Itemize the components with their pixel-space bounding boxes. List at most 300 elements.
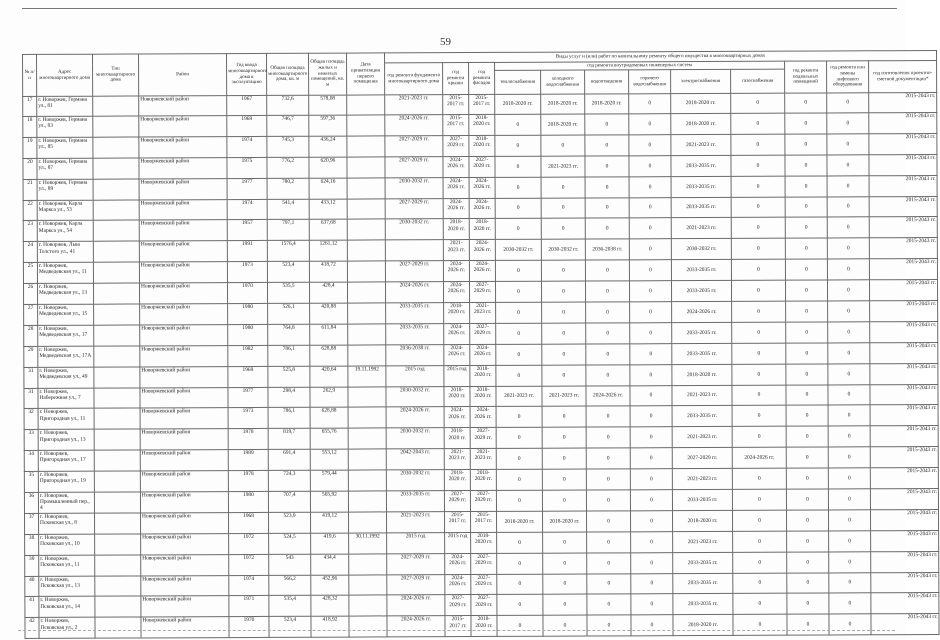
year-built-cell: 1977 xyxy=(228,387,268,408)
cold-water-cell: 0 xyxy=(542,490,586,511)
row-number: 39 xyxy=(25,555,39,576)
cold-water-cell: 0 xyxy=(541,177,585,198)
header-roof: год ремонта крыши xyxy=(443,63,469,95)
roof-cell: 2015-2017 гг. xyxy=(443,115,469,136)
roof-cell: 2015 год xyxy=(444,365,470,386)
estimate-cell: 2015-2043 гг. xyxy=(869,196,937,217)
facade-cell: 2021-2023 гг. xyxy=(470,302,496,323)
gas-cell: 0 xyxy=(731,280,785,301)
total-area-cell: 523,4 xyxy=(267,261,309,282)
living-area-cell: 1261,12 xyxy=(309,240,347,261)
header-num: № п/п xyxy=(23,54,37,96)
district-cell: Новоржевский район xyxy=(139,157,227,178)
privatization-cell xyxy=(348,407,386,428)
gas-cell: 0 xyxy=(732,427,786,448)
gas-cell: 0 xyxy=(732,301,786,322)
row-number: 32 xyxy=(24,409,38,430)
foundation-cell: 2021-2023 гг. xyxy=(385,95,443,115)
header-works-title: Виды услуг и (или) работ по капитальному ремонту общего имущества в многоквартирных домах xyxy=(384,51,936,63)
facade-cell: 2027-2029 гг. xyxy=(470,323,496,344)
electric-cell: 2021-2023 гг. xyxy=(673,531,733,552)
district-cell: Новоржевский район xyxy=(140,492,228,513)
header-total-area: Общая площадь многоквартирного дома, кв. м xyxy=(266,53,308,95)
estimate-cell: 2015-2043 гг. xyxy=(870,363,938,384)
elevator-cell: 0 xyxy=(827,196,869,217)
year-built-cell: 1974 xyxy=(227,199,267,220)
district-cell: Новоржевский район xyxy=(140,471,228,492)
gas-cell: 0 xyxy=(732,364,786,385)
heat-cell: 2021-2023 гг. xyxy=(496,386,542,407)
gas-cell: 0 xyxy=(732,468,786,489)
elevator-cell: 0 xyxy=(827,217,869,238)
drain-cell: 0 xyxy=(586,365,630,386)
cold-water-cell: 0 xyxy=(543,553,587,574)
facade-cell: 2018-2020 гг. xyxy=(469,114,495,135)
electric-cell: 2033-2035 гг. xyxy=(673,573,733,594)
living-area-cell: 611,84 xyxy=(310,324,348,345)
row-number: 28 xyxy=(24,325,38,346)
drain-cell: 0 xyxy=(585,114,629,135)
electric-cell: 2033-2035 гг. xyxy=(672,489,732,510)
year-built-cell: 1982 xyxy=(228,345,268,366)
privatization-cell xyxy=(348,470,386,491)
roof-cell: 2024-2026 гг. xyxy=(444,323,470,344)
row-number: 20 xyxy=(23,158,37,179)
privatization-cell xyxy=(348,449,386,470)
facade-cell: 2027-2029 гг. xyxy=(471,553,497,574)
roof-cell: 2024-2026 гг. xyxy=(443,282,469,303)
address-cell: г. Новоржев, Псковская ул., 11 xyxy=(39,555,95,576)
year-built-cell: 1989 xyxy=(228,450,268,471)
roof-cell: 2024-2026 гг. xyxy=(444,344,470,365)
living-area-cell: 553,12 xyxy=(310,449,348,470)
electric-cell: 2018-2020 гг. xyxy=(672,510,732,531)
year-built-cell: 1980 xyxy=(228,324,268,345)
row-number: 42 xyxy=(25,618,39,639)
year-built-cell: 1978 xyxy=(228,471,268,492)
row-number: 27 xyxy=(24,304,38,325)
address-cell: г. Новоржев, Набережная ул., 7 xyxy=(38,388,94,409)
district-cell: Новоржевский район xyxy=(139,178,227,199)
heat-cell: 0 xyxy=(495,177,541,198)
total-area-cell: 786,1 xyxy=(268,408,310,429)
foundation-cell: 2027-2029 гг. xyxy=(387,574,445,595)
hot-water-cell: 0 xyxy=(630,385,672,406)
type-cell xyxy=(94,304,140,325)
gas-cell: 0 xyxy=(733,594,787,615)
year-built-cell: 1973 xyxy=(227,262,267,283)
drain-cell: 0 xyxy=(587,573,631,594)
roof-cell: 2015-2017 гг. xyxy=(443,95,469,115)
facade-cell: 2018-2020 гг. xyxy=(470,470,496,491)
hot-water-cell: 0 xyxy=(629,176,671,197)
living-area-cell: 620,96 xyxy=(309,157,347,178)
hot-water-cell: 0 xyxy=(630,511,672,532)
cold-water-cell: 0 xyxy=(543,574,587,595)
total-area-cell: 298,4 xyxy=(268,387,310,408)
roof-cell: 2018-2020 гг. xyxy=(444,428,470,449)
type-cell xyxy=(93,137,139,158)
privatization-cell xyxy=(348,491,386,512)
total-area-cell: 535,4 xyxy=(269,596,311,617)
facade-cell: 2021-2023 гг. xyxy=(470,449,496,470)
hot-water-cell: 0 xyxy=(629,260,671,281)
facade-cell: 2024-2026 гг. xyxy=(469,240,495,261)
foundation-cell: 2024-2026 гг. xyxy=(387,616,445,637)
type-cell xyxy=(93,96,139,116)
facade-cell: 2018-2020 гг. xyxy=(470,386,496,407)
gas-cell: 0 xyxy=(732,406,786,427)
district-cell: Новоржевский район xyxy=(141,575,229,596)
district-cell: Новоржевский район xyxy=(139,136,227,157)
estimate-cell: 2015-2043 гг. xyxy=(870,321,938,342)
district-cell: Новоржевский район xyxy=(140,283,228,304)
cold-water-cell: 0 xyxy=(542,365,586,386)
basement-cell: 0 xyxy=(787,614,829,635)
elevator-cell: 0 xyxy=(827,113,869,134)
gas-cell: 0 xyxy=(731,155,785,176)
row-number: 19 xyxy=(23,137,37,158)
total-area-cell: 745,3 xyxy=(267,136,309,157)
gas-cell: 0 xyxy=(731,259,785,280)
basement-cell: 0 xyxy=(785,134,827,155)
foundation-cell: 2042-2043 гг. xyxy=(386,449,444,470)
cold-water-cell: 2018-2020 гг. xyxy=(542,511,586,532)
privatization-cell: 19.11.1992 xyxy=(348,366,386,387)
district-cell: Новоржевский район xyxy=(140,429,228,450)
cold-water-cell: 0 xyxy=(541,135,585,156)
total-area-cell: 526,1 xyxy=(268,303,310,324)
address-cell: г. Новоржев, Медведевская ул., 49 xyxy=(38,367,94,388)
year-built-cell: 1972 xyxy=(229,554,269,575)
total-area-cell: 732,6 xyxy=(267,95,309,115)
living-area-cell: 628,88 xyxy=(310,345,348,366)
living-area-cell: 628,88 xyxy=(310,408,348,429)
basement-cell: 0 xyxy=(786,447,828,468)
elevator-cell: 0 xyxy=(827,280,869,301)
electric-cell: 2033-2035 гг. xyxy=(673,594,733,615)
row-number: 21 xyxy=(23,179,37,200)
basement-cell: 0 xyxy=(787,573,829,594)
foundation-cell: 2033-2035 гг. xyxy=(386,491,444,512)
foundation-cell: 2024-2026 гг. xyxy=(385,115,443,136)
total-area-cell: 523,9 xyxy=(269,512,311,533)
electric-cell: 2021-2023 гг. xyxy=(672,469,732,490)
basement-cell: 0 xyxy=(785,259,827,280)
row-number: 31 xyxy=(24,388,38,409)
address-cell: г. Новоржев, Псковская ул., 14 xyxy=(39,597,95,618)
heat-cell: 0 xyxy=(495,135,541,156)
basement-cell: 0 xyxy=(785,155,827,176)
electric-cell: 2033-2035 гг. xyxy=(671,260,731,281)
address-cell: г. Новоржев, Пригородная ул., 13 xyxy=(38,430,94,451)
estimate-cell: 2015-2043 гг. xyxy=(871,593,939,614)
hot-water-cell: 0 xyxy=(631,552,673,573)
privatization-cell xyxy=(347,95,385,115)
estimate-cell: 2015-2043 гг. xyxy=(870,489,938,510)
estimate-cell: 2015-2043 гг. xyxy=(871,572,939,593)
elevator-cell: 0 xyxy=(828,384,870,405)
heat-cell: 0 xyxy=(497,553,543,574)
privatization-cell xyxy=(347,219,385,240)
hot-water-cell: 0 xyxy=(630,490,672,511)
roof-cell: 2024-2026 гг. xyxy=(443,156,469,177)
drain-cell: 0 xyxy=(585,260,629,281)
gas-cell: 0 xyxy=(731,218,785,239)
drain-cell: 0 xyxy=(586,427,630,448)
privatization-cell xyxy=(348,428,386,449)
living-area-cell: 428,32 xyxy=(311,596,349,617)
cold-water-cell: 2018-2020 гг. xyxy=(541,114,585,135)
living-area-cell: 433,12 xyxy=(309,199,347,220)
basement-cell: 0 xyxy=(786,510,828,531)
estimate-cell: 2015-2043 гг. xyxy=(869,175,937,196)
basement-cell: 0 xyxy=(787,552,829,573)
bottom-scan-rule xyxy=(18,630,895,631)
type-cell xyxy=(95,596,141,617)
hot-water-cell: 0 xyxy=(629,94,671,114)
drain-cell: 0 xyxy=(586,469,630,490)
electric-cell: 2024-2026 гг. xyxy=(672,301,732,322)
basement-cell: 0 xyxy=(786,426,828,447)
gas-cell: 0 xyxy=(731,93,785,113)
gas-cell: 0 xyxy=(733,615,787,636)
gas-cell: 2024-2026 гг. xyxy=(732,447,786,468)
foundation-cell: 2030-2032 гг. xyxy=(386,428,444,449)
row-number: 41 xyxy=(25,597,39,618)
elevator-cell: 0 xyxy=(827,259,869,280)
living-area-cell: 637,68 xyxy=(309,220,347,241)
type-cell xyxy=(94,388,140,409)
cold-water-cell: 0 xyxy=(543,532,587,553)
row-number: 35 xyxy=(24,472,38,493)
total-area-cell: 691,4 xyxy=(268,449,310,470)
row-number: 38 xyxy=(25,534,39,555)
roof-cell: 2018-2020 гг. xyxy=(443,219,469,240)
estimate-cell: 2015-2043 гг. xyxy=(869,217,937,238)
district-cell: Новоржевский район xyxy=(140,408,228,429)
gas-cell: 0 xyxy=(732,510,786,531)
drain-cell: 0 xyxy=(585,218,629,239)
hot-water-cell: 0 xyxy=(631,594,673,615)
electric-cell: 2018-2020 гг. xyxy=(671,113,731,134)
district-cell: Новоржевский район xyxy=(140,366,228,387)
heat-cell: 0 xyxy=(496,448,542,469)
roof-cell: 2021-2023 гг. xyxy=(444,449,470,470)
living-area-cell: 579,44 xyxy=(310,470,348,491)
foundation-cell: 2027-2029 гг. xyxy=(385,156,443,177)
address-cell: г. Новоржев, Псковская ул., 2 xyxy=(39,618,95,639)
address-cell: г. Новоржев, Медведевская ул., 13 xyxy=(38,283,94,304)
estimate-cell: 2015-2043 гг. xyxy=(870,405,938,426)
address-cell: г. Новоржев, Германа ул., 81 xyxy=(37,96,93,116)
basement-cell: 0 xyxy=(785,93,827,113)
drain-cell: 0 xyxy=(586,490,630,511)
elevator-cell: 0 xyxy=(829,593,871,614)
gas-cell: 0 xyxy=(732,322,786,343)
living-area-cell: 655,76 xyxy=(310,428,348,449)
year-built-cell: 1970 xyxy=(229,617,269,638)
basement-cell: 0 xyxy=(786,364,828,385)
basement-cell: 0 xyxy=(786,468,828,489)
year-built-cell: 1980 xyxy=(228,303,268,324)
living-area-cell: 452,96 xyxy=(311,575,349,596)
facade-cell: 2024-2026 гг. xyxy=(469,261,495,282)
row-number: 31 xyxy=(24,367,38,388)
living-area-cell: 418,92 xyxy=(311,616,349,637)
electric-cell: 2033-2035 гг. xyxy=(672,343,732,364)
total-area-cell: 786,1 xyxy=(268,345,310,366)
header-privatization: Дата приватизации первого помещения xyxy=(346,53,384,95)
heat-cell: 0 xyxy=(495,219,541,240)
gas-cell: 0 xyxy=(733,573,787,594)
privatization-cell xyxy=(349,616,387,637)
total-area-cell: 746,7 xyxy=(267,115,309,136)
heat-cell: 0 xyxy=(495,260,541,281)
header-facade: год ремонта фасадов xyxy=(469,62,495,94)
privatization-cell xyxy=(349,595,387,616)
type-cell xyxy=(95,617,141,638)
elevator-cell: 0 xyxy=(827,238,869,259)
year-built-cell: 1969 xyxy=(228,366,268,387)
privatization-cell xyxy=(347,178,385,199)
basement-cell: 0 xyxy=(785,176,827,197)
year-built-cell: 1957 xyxy=(227,220,267,241)
foundation-cell: 2030-2032 гг. xyxy=(386,386,444,407)
address-cell: г. Новоржев, Германа ул., 89 xyxy=(37,179,93,200)
header-living-area: Общая площадь жилых и нежилых помещений, кв. м xyxy=(308,53,346,95)
basement-cell: 0 xyxy=(787,593,829,614)
drain-cell: 0 xyxy=(585,135,629,156)
row-number: 17 xyxy=(23,96,37,116)
basement-cell: 0 xyxy=(786,322,828,343)
gas-cell: 0 xyxy=(733,552,787,573)
basement-cell: 0 xyxy=(786,489,828,510)
drain-cell: 0 xyxy=(587,553,631,574)
heat-cell: 0 xyxy=(495,156,541,177)
district-cell: Новоржевский район xyxy=(139,262,227,283)
hot-water-cell: 0 xyxy=(630,343,672,364)
roof-cell: 2024-2026 гг. xyxy=(444,407,470,428)
estimate-cell: 2015-2043 гг. xyxy=(870,447,938,468)
district-cell: Новоржевский район xyxy=(140,304,228,325)
roof-cell: 2018-2020 гг. xyxy=(444,386,470,407)
drain-cell: 2018-2020 гг. xyxy=(585,94,629,114)
total-area-cell: 524,5 xyxy=(269,533,311,554)
roof-cell: 2018-2020 гг. xyxy=(444,303,470,324)
hot-water-cell: 0 xyxy=(629,239,671,260)
elevator-cell: 0 xyxy=(828,405,870,426)
total-area-cell: 541,4 xyxy=(267,199,309,220)
electric-cell: 2021-2023 гг. xyxy=(671,218,731,239)
year-built-cell: 1978 xyxy=(228,429,268,450)
gas-cell: 0 xyxy=(732,343,786,364)
elevator-cell: 0 xyxy=(828,447,870,468)
estimate-cell: 2015-2043 гг. xyxy=(870,342,938,363)
type-cell xyxy=(94,450,140,471)
electric-cell: 2018-2020 гг. xyxy=(671,93,731,113)
elevator-cell: 0 xyxy=(829,572,871,593)
district-cell: Новоржевский район xyxy=(140,345,228,366)
district-cell: Новоржевский район xyxy=(141,513,229,534)
privatization-cell: 30.11.1992 xyxy=(349,533,387,554)
hot-water-cell: 0 xyxy=(630,323,672,344)
living-area-cell: 434,4 xyxy=(311,554,349,575)
capital-repair-table xyxy=(22,50,940,639)
heat-cell: 0 xyxy=(496,490,542,511)
type-cell xyxy=(94,492,140,513)
district-cell: Новоржевский район xyxy=(141,596,229,617)
header-year-built: Год ввода многоквартирного дома в эксплуатацию xyxy=(227,53,267,95)
estimate-cell: 2015-2043 гг. xyxy=(869,133,937,154)
elevator-cell: 0 xyxy=(828,489,870,510)
cold-water-cell: 0 xyxy=(542,323,586,344)
roof-cell: 2024-2026 гг. xyxy=(443,261,469,282)
electric-cell: 2033-2035 гг. xyxy=(671,155,731,176)
total-area-cell: 543 xyxy=(269,554,311,575)
foundation-cell: 2030-2032 гг. xyxy=(385,219,443,240)
type-cell xyxy=(93,220,139,241)
address-cell: г. Новоржев, Псковская ул., 10 xyxy=(39,534,95,555)
basement-cell: 0 xyxy=(786,301,828,322)
total-area-cell: 724,3 xyxy=(268,470,310,491)
district-cell: Новоржевский район xyxy=(140,325,228,346)
cold-water-cell: 2030-2032 гг. xyxy=(541,239,585,260)
foundation-cell: 2036-2038 гг. xyxy=(386,344,444,365)
roof-cell: 2024-2026 гг. xyxy=(443,198,469,219)
roof-cell: 2024-2026 гг. xyxy=(443,177,469,198)
hot-water-cell: 0 xyxy=(629,197,671,218)
table-row xyxy=(25,614,939,639)
header-estimate: год изготовления проектно-сметной документации* xyxy=(869,61,937,93)
row-number: 29 xyxy=(24,346,38,367)
address-cell: г. Новоржев, Карла Маркса ул., 54 xyxy=(37,221,93,242)
gas-cell: 0 xyxy=(731,176,785,197)
address-cell: г. Новоржев, Медведевская ул., 17А xyxy=(38,346,94,367)
roof-cell: 2027-2029 гг. xyxy=(443,135,469,156)
hot-water-cell: 0 xyxy=(630,364,672,385)
total-area-cell: 523,4 xyxy=(269,617,311,638)
address-cell: г. Новоржев, Пригородная ул., 17 xyxy=(38,450,94,471)
heat-cell: 0 xyxy=(496,407,542,428)
heat-cell: 0 xyxy=(496,344,542,365)
row-number: 25 xyxy=(23,263,37,284)
basement-cell: 0 xyxy=(786,405,828,426)
facade-cell: 2018-2020 гг. xyxy=(469,135,495,156)
gas-cell: 0 xyxy=(732,385,786,406)
hot-water-cell: 0 xyxy=(630,302,672,323)
estimate-cell: 2015-2043 гг. xyxy=(869,154,937,175)
basement-cell: 0 xyxy=(786,343,828,364)
living-area-cell: 624,16 xyxy=(309,178,347,199)
year-built-cell: 1980 xyxy=(228,491,268,512)
electric-cell: 2033-2035 гг. xyxy=(671,197,731,218)
privatization-cell xyxy=(348,386,386,407)
living-area-cell: 262,9 xyxy=(310,387,348,408)
elevator-cell: 0 xyxy=(829,552,871,573)
type-cell xyxy=(94,367,140,388)
electric-cell: 2021-2023 гг. xyxy=(672,385,732,406)
heat-cell: 0 xyxy=(497,595,543,616)
type-cell xyxy=(94,471,140,492)
drain-cell: 2036-2038 гг. xyxy=(585,239,629,260)
cold-water-cell: 0 xyxy=(542,302,586,323)
basement-cell: 0 xyxy=(785,197,827,218)
address-cell: г. Новоржев, Германа ул., 83 xyxy=(37,116,93,137)
elevator-cell: 0 xyxy=(828,363,870,384)
hot-water-cell: 0 xyxy=(631,531,673,552)
foundation-cell: 2027-2029 гг. xyxy=(385,136,443,157)
